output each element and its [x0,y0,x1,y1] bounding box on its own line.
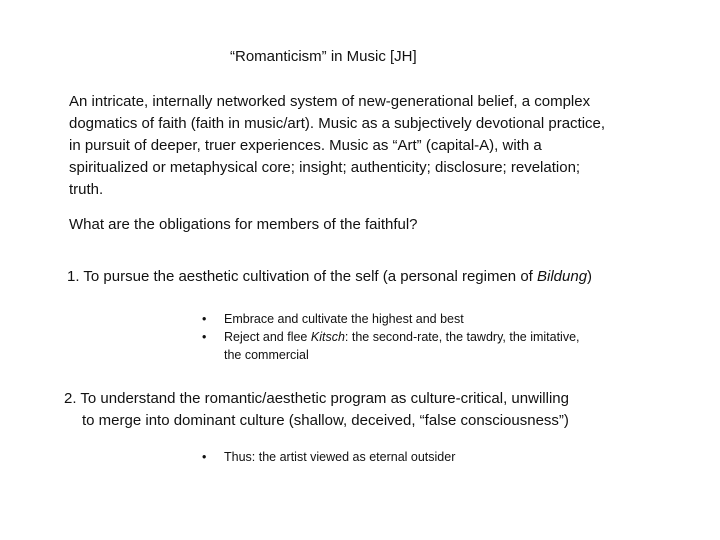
bullet-text: Thus: the artist viewed as eternal outsider [224,450,456,464]
point-1-suffix: ) [587,268,593,285]
bullet-text-prefix: Reject and flee [224,330,311,344]
list-item [200,310,600,328]
bullet-icon: • [202,450,207,464]
bullet-text-suffix: : the second-rate, the tawdry, the imitative, the commercial [224,330,580,362]
bullet-text: Embrace and cultivate the highest and best [224,312,464,326]
list-item [200,448,600,466]
bullet-icon: • [202,312,207,326]
point-2 [64,388,654,432]
bullet-icon: • [202,330,207,344]
bullet-emphasis: Kitsch [310,330,345,344]
slide-title: “Romanticism” in Music [JH] [230,48,417,65]
question-text: What are the obligations for members of the faithful? [69,216,418,233]
point-1-emphasis: Bildung [537,268,588,285]
point-2-bullet-list [200,448,600,466]
point-2-line-2: to merge into dominant culture (shallow, deceived, “false consciousness”) [82,412,569,429]
point-1-bullet-list [200,310,600,364]
intro-paragraph: An intricate, internally networked system of new-generational belief, a complex dogmatics of faith (faith in music/art). Music as a subjectively devotional practice, in pursuit of deeper, truer experiences. Music as “Art” (capital-A), with a spiritualized or metaphysical core; insight; authenticity; disclosure; revelation; truth. [69,93,606,198]
point-1-text: 1. To pursue the aesthetic cultivation of the self (a personal regimen of [67,268,537,285]
point-2-line-1: 2. To understand the romantic/aesthetic program as culture-critical, unwilling [64,390,569,407]
point-1 [67,268,592,285]
list-item [200,328,600,364]
